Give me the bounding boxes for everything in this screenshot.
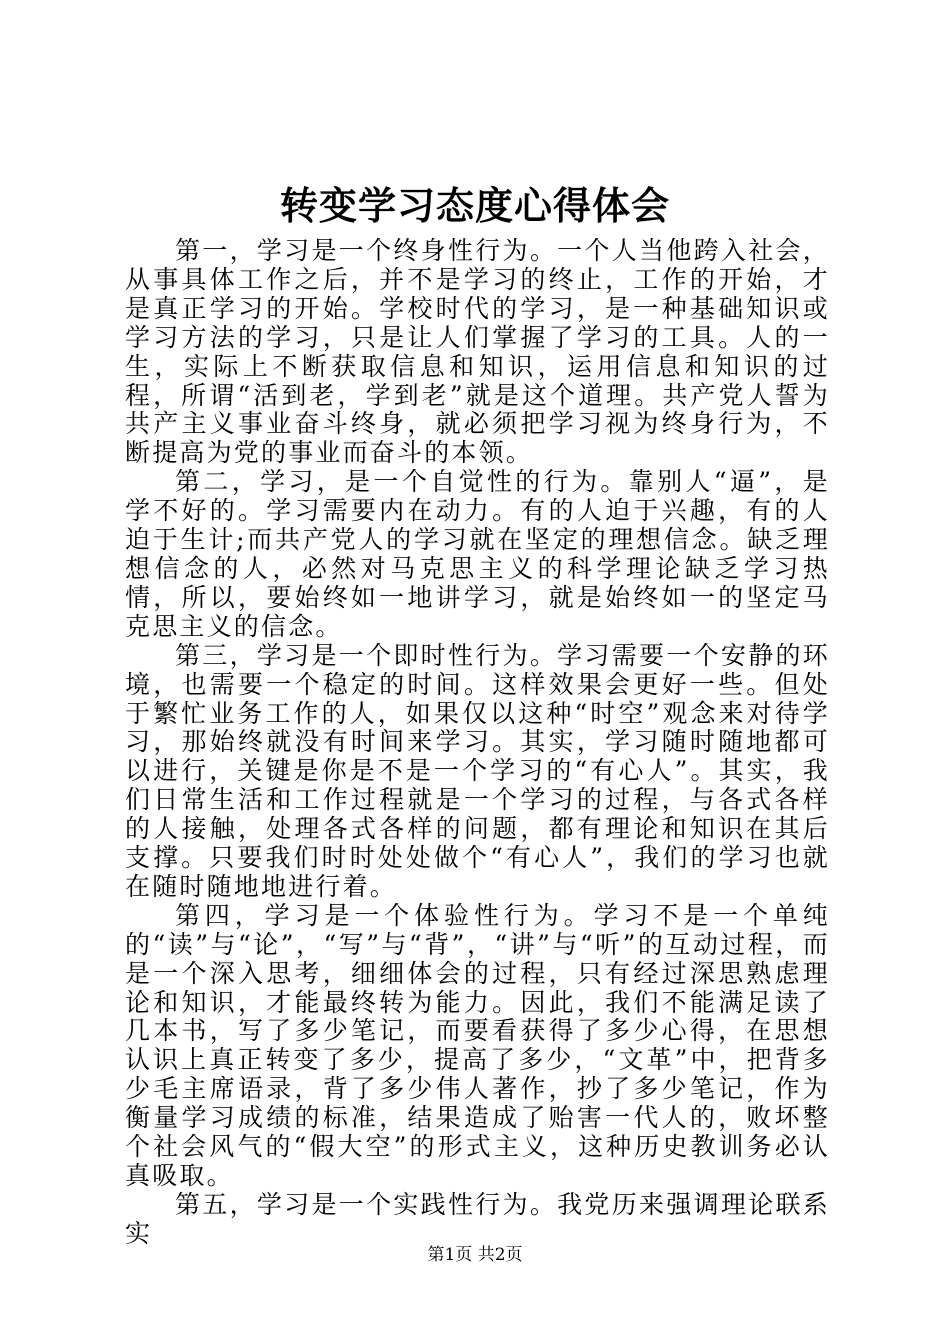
paragraph-1: 第一，学习是一个终身性行为。一个人当他跨入社会，从事具体工作之后，并不是学习的终止，工作的开始，才是真正学习的开始。学校时代的学习，是一种基础知识或学习方法的学习，只是让人们掌握了学习的工具。人的一生，实际上不断获取信息和知识，运用信息和知识的过程，所谓“活到老，学到老”就是这个道理。共产党人誓为共产主义事业奋斗终身，就必须把学习视为终身行为，不断提高为党的事业而奋斗的本领。 xyxy=(125,236,830,468)
paragraph-4: 第四，学习是一个体验性行为。学习不是一个单纯的“读”与“论”，“写”与“背”，“讲”与“听”的互动过程，而是一个深入思考，细细体会的过程，只有经过深思熟虑理论和知识，才能最终转为能力。因此，我们不能满足读了几本书，写了多少笔记，而要看获得了多少心得，在思想认识上真正转变了多少，提高了多少，“文革”中，把背多少毛主席语录，背了多少伟人著作，抄了多少笔记，作为衡量学习成绩的标准，结果造成了贻害一代人的，败坏整个社会风气的“假大空”的形式主义，这种历史教训务必认真吸取。 xyxy=(125,900,830,1190)
document-body xyxy=(125,237,830,1249)
paragraph-5: 第五，学习是一个实践性行为。我党历来强调理论联系实 xyxy=(125,1189,830,1248)
paragraph-3: 第三，学习是一个即时性行为。学习需要一个安静的环境，也需要一个稳定的时间。这样效果会更好一些。但处于繁忙业务工作的人，如果仅以这种“时空”观念来对待学习，那始终就没有时间来学习。其实，学习随时随地都可以进行，关键是你是不是一个学习的“有心人”。其实，我们日常生活和工作过程就是一个学习的过程，与各式各样的人接触，处理各式各样的问题，都有理论和知识在其后支撑。只要我们时时处处做个“有心人”，我们的学习也就在随时随地地进行着。 xyxy=(125,640,830,901)
paragraph-2: 第二，学习，是一个自觉性的行为。靠别人“逼”，是学不好的。学习需要内在动力。有的人迫于兴趣，有的人迫于生计;而共产党人的学习就在坚定的理想信念。缺乏理想信念的人，必然对马克思主义的科学理论缺乏学习热情，所以，要始终如一地讲学习，就是始终如一的坚定马克思主义的信念。 xyxy=(125,467,830,641)
page-footer: 第1页 共2页 xyxy=(427,1245,523,1265)
page-title: 转变学习态度心得体会 xyxy=(279,183,670,228)
